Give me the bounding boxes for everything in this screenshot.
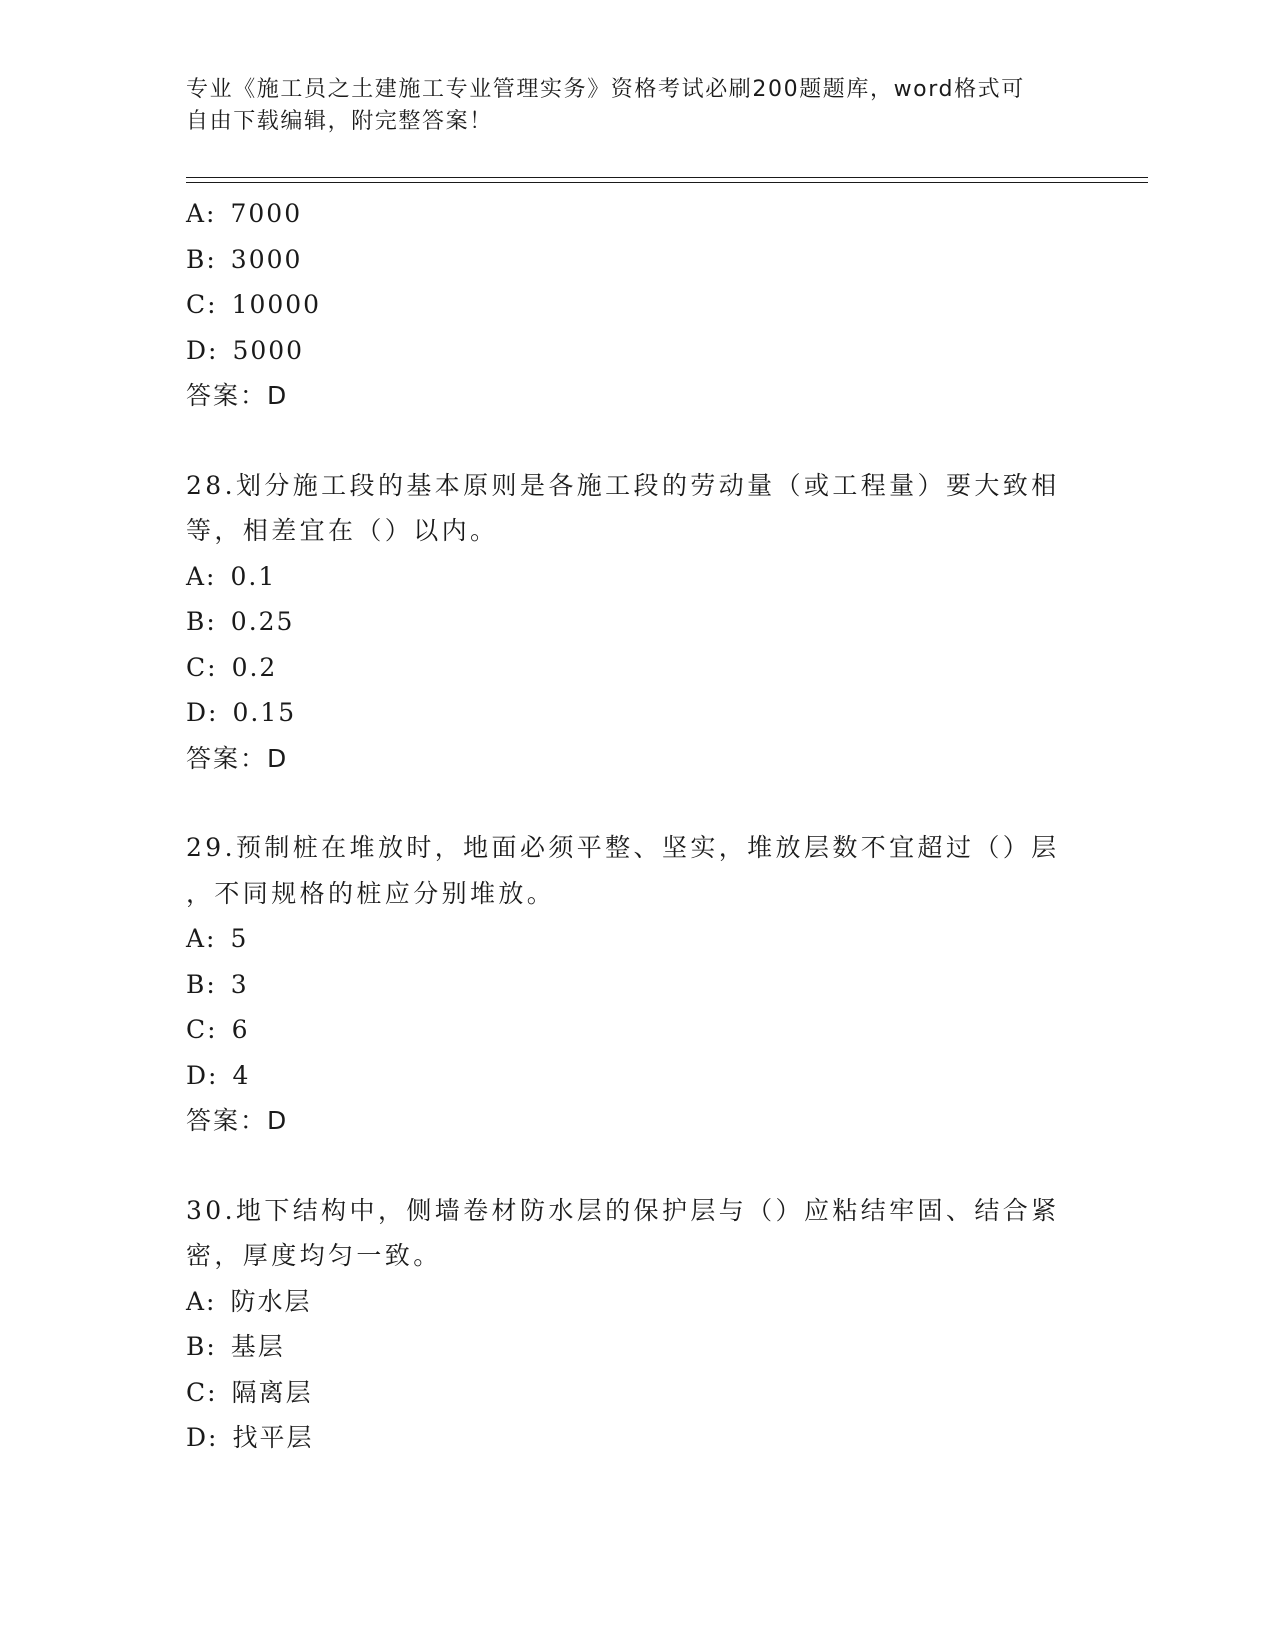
header-title-line-2: 自由下载编辑，附完整答案！ <box>186 109 493 134</box>
option-d: D: 5000 <box>186 335 305 365</box>
option-a: A: 5 <box>186 924 249 953</box>
question-28 <box>186 463 1066 782</box>
option-b: B: 3000 <box>186 244 303 274</box>
option-a: A: 7000 <box>186 199 303 228</box>
question-stem-line-1: 30.地下结构中，侧墙卷材防水层的保护层与（）应粘结牢固、结合紧 <box>186 1195 1060 1225</box>
question-stem-line-1: 28.划分施工段的基本原则是各施工段的劳动量（或工程量）要大致相 <box>186 470 1060 500</box>
header-title-line-1: 专业《施工员之土建施工专业管理实务》资格考试必刷200题题库，word格式可 <box>186 77 1025 102</box>
answer: 答案：D <box>186 1106 289 1135</box>
header-divider-top <box>186 177 1148 178</box>
option-c: C: 0.2 <box>186 652 278 682</box>
question-stem-line-1: 29.预制桩在堆放时，地面必须平整、坚实，堆放层数不宜超过（）层 <box>186 833 1060 862</box>
question-stem <box>186 1188 1066 1279</box>
question-stem-line-2: 密，厚度均匀一致。 <box>186 1241 442 1270</box>
question-27 <box>186 191 1066 419</box>
question-stem-line-2: 等，相差宜在（）以内。 <box>186 516 499 545</box>
option-d: D: 0.15 <box>186 698 297 727</box>
question-stem <box>186 825 1066 916</box>
question-stem <box>186 463 1066 554</box>
question-29 <box>186 825 1066 1144</box>
option-a: A: 0.1 <box>186 561 277 591</box>
option-c: C: 6 <box>186 1015 250 1044</box>
question-30 <box>186 1188 1066 1461</box>
question-list <box>186 191 1066 1461</box>
option-c: C: 隔离层 <box>186 1377 313 1407</box>
option-c: C: 10000 <box>186 290 322 319</box>
answer: 答案：D <box>186 381 289 410</box>
option-d: D: 找平层 <box>186 1423 314 1452</box>
document-header <box>186 74 1066 138</box>
option-b: B: 0.25 <box>186 607 295 636</box>
option-d: D: 4 <box>186 1060 251 1090</box>
answer: 答案：D <box>186 743 289 773</box>
question-stem-line-2: ，不同规格的桩应分别堆放。 <box>186 878 556 908</box>
option-b: B: 3 <box>186 969 249 999</box>
option-b: B: 基层 <box>186 1332 285 1361</box>
header-divider-bottom <box>186 182 1148 183</box>
option-a: A: 防水层 <box>186 1286 312 1316</box>
